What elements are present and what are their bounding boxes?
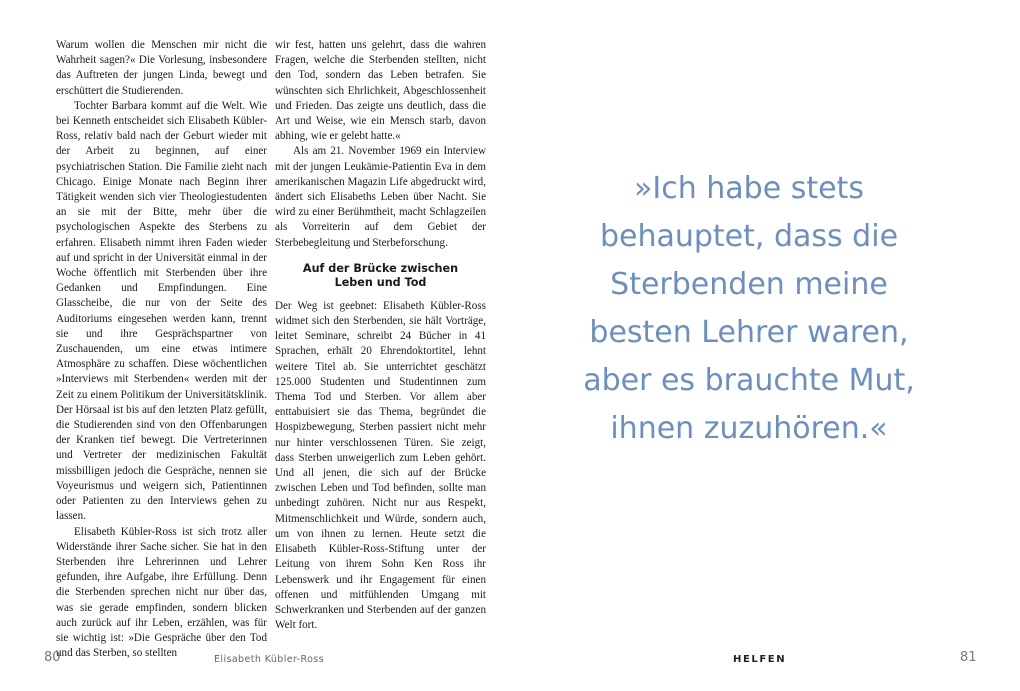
paragraph: Als am 21. November 1969 ein Interview mit der jungen Leukämie-Patientin Eva in dem amerikanischen Magazin Life abgedruckt wird, ändert sich Elisabeths Leben über Nacht. Sie wird zu einer Berühmtheit, macht Schlagzeilen als Vorreiterin auf dem Gebiet der Sterbebegleitung und Sterbeforschung. (275, 145, 486, 249)
quote-line: besten Lehrer waren, (589, 315, 909, 350)
quote-line: behauptet, dass die (599, 219, 899, 254)
quote-line: »Ich habe stets (634, 171, 864, 206)
subheading-line: Leben und Tod (334, 275, 427, 289)
paragraph: Der Weg ist geebnet: Elisabeth Kübler-Ross widmet sich den Sterbenden, sie hält Vorträge, leitet Seminare, schreibt 24 Bücher in 41 Sprachen, erhält 20 Ehrendoktortitel, lehnt weitere Titel ab. Sie unterrichtet geschätzt 125.000 Studenten und Studentinnen zum Thema Tod und Sterben. Vor allem aber enttabuisiert sie das Thema, begründet die Hospizbewegung, Sterben passiert nicht mehr nur hinter verschlossenen Türen. Sie zeigt, dass Sterben unweigerlich zum Leben gehört. Und all jenen, die sich auf der Brücke zwischen Leben und Tod befinden, sollte man unbedingt zuhören. Nicht nur aus Respekt, Mitmenschlichkeit und Würde, sondern auch, um von ihnen zu lernen. Heute setzt die Elisabeth Kübler-Ross-Stiftung unter der Leitung von ihrem Sohn Ken Ross ihr Lebenswerk und ihr Engagement für einen offenen und mitfühlenden Umgang mit Schwerkranken und Sterbenden auf der ganzen Welt fort. (275, 299, 486, 632)
page-number-left: 80 (44, 650, 61, 665)
paragraph: Warum wollen die Menschen mir nicht die Wahrheit sagen?« Die Vorlesung, insbesondere das Auftreten der jungen Linda, bewegt und erschüttert die Studierenden. (56, 39, 267, 97)
section-subheading (275, 262, 486, 290)
paragraph: wir fest, hatten uns gelehrt, dass die wahren Fragen, welche die Sterbenden stellten, nicht den Tod, sondern das Leben betrafen. Sie wünschten sich Ehrlichkeit, Abgeschlossenheit und Frieden. Das zeigte uns deutlich, dass die Art und Weise, wie ein Mensch starb, davon abhing, wie er gelebt hatte.« (275, 39, 486, 143)
quote-line: ihnen zuzuhören.« (610, 411, 888, 446)
quote-line: Sterbenden meine (610, 267, 888, 302)
pull-quote (560, 165, 938, 453)
quote-line: aber es brauchte Mut, (583, 363, 915, 398)
page-number-right: 81 (960, 650, 977, 665)
paragraph: Tochter Barbara kommt auf die Welt. Wie bei Kenneth entscheidet sich Elisabeth Kübler-Ross, relativ bald nach der Geburt wieder mit der Arbeit zu beginnen, auf einer psychiatrischen Station. Die Familie zieht nach Chicago. Einige Monate nach Beginn ihrer Tätigkeit wenden sich vier Theologiestudenten an sie mit der Bitte, mehr über die psychologischen Aspekte des Sterbens zu erfahren. Elisabeth nimmt ihren Faden wieder auf und spricht in der Universität einmal in der Woche öffentlich mit Sterbenden über ihre Gedanken und Empfindungen. Eine Glasscheibe, die nur von der Seite des Auditoriums eingesehen werden kann, trennt sie und ihre Gesprächspartner von Zuschauenden, um eine etwas intimere Atmosphäre zu schaffen. Diese wöchentlichen »Interviews mit Sterbenden« werden mit der Zeit zu einem Politikum der Universitätsklinik. Der Hörsaal ist bis auf den letzten Platz gefüllt, die Studierenden sind von den Offenbarungen der Kranken tief bewegt. Die Vertreterinnen und Vertreter der medizinischen Fakultät missbilligen jedoch die Gespräche, nennen sie Voyeurismus und weigern sich, Patientinnen oder Patienten zu den Interviews gehen zu lassen. (56, 99, 267, 523)
text-column-left (56, 38, 267, 661)
text-column-right (275, 38, 486, 633)
running-head-left: Elisabeth Kübler-Ross (214, 654, 324, 665)
running-head-right: HELFEN (733, 654, 787, 665)
paragraph: Elisabeth Kübler-Ross ist sich trotz aller Widerstände ihrer Sache sicher. Sie hat in den Sterbenden ihre Lehrerinnen und Lehrer gefunden, ihre Aufgabe, ihre Erfüllung. Denn die Sterbenden sprechen nicht nur über das, was sie gerade empfinden, sondern blicken auch zurück auf ihr Leben, erzählen, was für sie wichtig ist: »Die Gespräche über den Tod und das Sterben, so stellten (56, 525, 267, 660)
subheading-line: Auf der Brücke zwischen (302, 261, 459, 275)
